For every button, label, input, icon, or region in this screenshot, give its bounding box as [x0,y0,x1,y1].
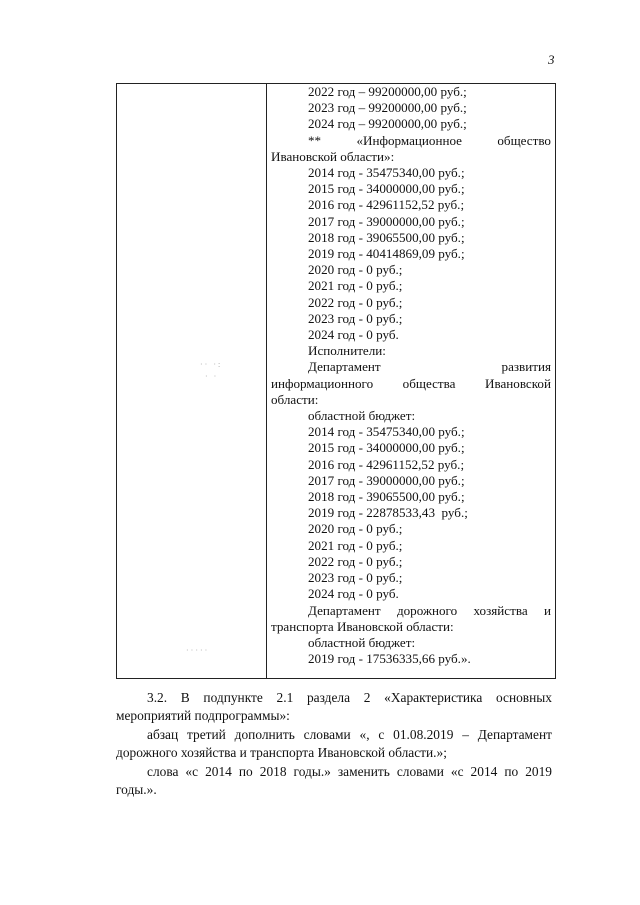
funding-line: 2016 год - 42961152,52 руб.; [308,197,465,213]
subprogram-title-part: общество [497,132,551,148]
dept2-name-line2: транспорта Ивановской области: [271,618,454,634]
funding-line: 2024 год - 0 руб. [308,586,399,602]
funding-line: 2015 год - 34000000,00 руб.; [308,181,465,197]
funding-line: 2017 год - 39000000,00 руб.; [308,472,465,488]
funding-line: 2022 год – 99200000,00 руб.; [308,84,467,99]
paragraph-line: 3.2. В подпункте 2.1 раздела 2 «Характеристика основных [147,690,552,705]
amendment-text [116,689,552,798]
dept1-word: развития [501,359,551,375]
dept1-word: Ивановской [484,375,551,391]
scan-artifact: · · [205,372,219,381]
scan-artifact: ·· ·: [200,360,223,369]
dept1-word: Департамент [308,359,381,375]
funding-line: 2022 год - 0 руб.; [308,294,403,310]
funding-line: 2024 год – 99200000,00 руб.; [308,116,467,132]
dept1-word: информационного [271,375,374,391]
funding-line: 2023 год - 0 руб.; [308,310,403,326]
funding-line: 2014 год - 35475340,00 руб.; [308,165,465,181]
funding-line: 2018 год - 39065500,00 руб.; [308,489,465,505]
paragraph-line: слова «с 2014 по 2018 годы.» заменить словами «с 2014 по 2019 [147,764,552,779]
executors-label: Исполнители: [308,343,386,359]
dept1-name-line3: области: [271,391,319,407]
subprogram-marker: ** [308,132,322,148]
dept2-name-text: Департамент дорожного хозяйства и [308,602,551,618]
paragraph-line: дорожного хозяйства и транспорта Ивановской области.»; [116,744,447,760]
funding-line: 2022 год - 0 руб.; [308,553,403,569]
funding-line: 2021 год - 0 руб.; [308,537,403,553]
page-number: 3 [548,52,555,67]
funding-line: 2019 год - 40414869,09 руб.; [308,246,465,262]
funding-line: 2020 год - 0 руб.; [308,262,403,278]
funding-line: 2019 год - 17536335,66 руб.». [308,651,471,667]
paragraph-line: годы.». [116,781,157,797]
dept1-word: общества [402,375,456,391]
dept1-name-line2 [271,376,551,392]
subprogram-title [271,133,551,149]
funding-line: 2023 год - 0 руб.; [308,570,403,586]
budget-label: областной бюджет: [308,634,416,650]
funding-line: 2017 год - 39000000,00 руб.; [308,213,465,229]
dept1-name-line1 [271,359,551,375]
funding-line: 2016 год - 42961152,52 руб.; [308,456,465,472]
dept2-name-line1 [271,603,551,619]
funding-line: 2015 год - 34000000,00 руб.; [308,440,465,456]
funding-line: 2019 год - 22878533,43 руб.; [308,505,468,521]
funding-line: 2014 год - 35475340,00 руб.; [308,424,465,440]
funding-line: 2023 год – 99200000,00 руб.; [308,100,467,116]
funding-line: 2021 год - 0 руб.; [308,278,403,294]
scan-artifact: ····· [186,646,210,655]
subprogram-title-part: «Информационное [356,132,462,148]
funding-line: 2018 год - 39065500,00 руб.; [308,229,465,245]
table-column-divider [266,83,267,679]
table-right-cell [271,84,551,667]
budget-label: областной бюджет: [308,408,416,424]
funding-line: 2020 год - 0 руб.; [308,521,403,537]
funding-line: 2024 год - 0 руб. [308,327,399,343]
paragraph-line: мероприятий подпрограммы»: [116,707,290,723]
subprogram-title-line2: Ивановской области»: [271,148,395,164]
paragraph-line: абзац третий дополнить словами «, с 01.08.2019 – Департамент [147,727,552,742]
